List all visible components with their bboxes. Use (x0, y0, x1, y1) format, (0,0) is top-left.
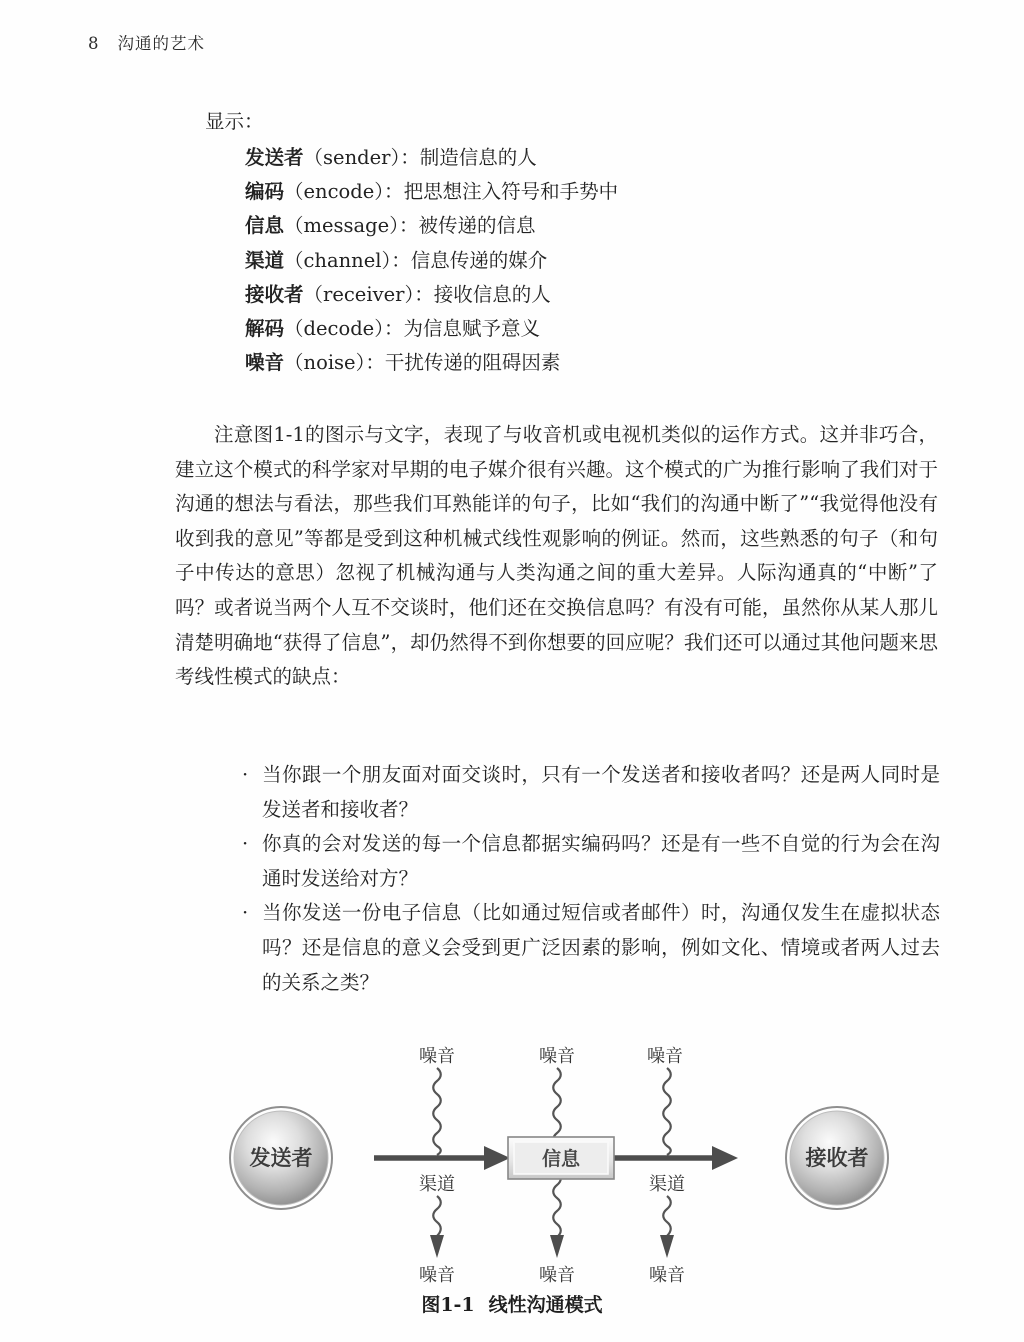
flow-arrow-right-head (712, 1146, 738, 1170)
bullet-icon: · (242, 763, 249, 786)
definition-item (245, 312, 618, 346)
definition-desc: 把思想注入符号和手势中 (403, 180, 619, 204)
body-paragraph: 注意图1-1的图示与文字，表现了与收音机或电视机类似的运作方式。这并非巧合，建立这个模式的科学家对早期的电子媒介很有兴趣。这个模式的广为推行影响了我们对于沟通的想法与看法，那些我们耳熟能详的句子，比如“我们的沟通中断了”“我觉得他没有收到我的意见”等都是受到这种机械式线性观影响的例证。然而，这些熟悉的句子（和句子中传达的意思）忽视了机械沟通与人类沟通之间的重大差异。人际沟通真的“中断”了吗？或者说当两个人互不交谈时，他们还在交换信息吗？有没有可能，虽然你从某人那儿清楚明确地“获得了信息”，却仍然得不到你想要的回应呢？我们还可以通过其他问题来思考线性模式的缺点： (175, 423, 938, 689)
linear-model-figure (0, 1040, 1024, 1290)
noise-label-bottom-left: 噪音 (419, 1265, 455, 1286)
definition-term: 解码 (245, 317, 285, 341)
noise-wave-left-top (433, 1068, 441, 1155)
noise-wave-left-bottom (433, 1196, 441, 1236)
definition-desc: 为信息赋予意义 (403, 317, 540, 341)
definition-term: 编码 (245, 180, 285, 204)
definition-english: （decode）： (284, 317, 404, 341)
bullet-icon: · (242, 832, 249, 856)
list-item (240, 758, 940, 827)
noise-label-bottom-right: 噪音 (649, 1265, 685, 1286)
definitions-list (245, 141, 618, 380)
display-label: 显示： (205, 110, 264, 133)
definition-term: 信息 (245, 214, 285, 238)
definition-term: 噪音 (245, 351, 285, 375)
definition-english: （receiver）： (303, 282, 434, 306)
noise-wave-right-bottom (663, 1196, 671, 1236)
noise-label-top-left: 噪音 (419, 1046, 455, 1067)
running-head (88, 30, 205, 54)
definition-item (245, 346, 618, 380)
definition-english: （encode）： (284, 180, 404, 204)
channel-label-right: 渠道 (649, 1174, 685, 1195)
definition-item (245, 209, 618, 243)
definition-item (245, 141, 618, 175)
noise-arrow-head-left (430, 1235, 444, 1258)
list-item (240, 827, 940, 896)
figure-caption-number: 图1-1 (421, 1294, 475, 1316)
definition-english: （channel）： (284, 248, 411, 272)
definition-term: 渠道 (245, 248, 285, 272)
definition-desc: 制造信息的人 (419, 146, 537, 169)
definition-desc: 接收信息的人 (433, 282, 551, 306)
figure-caption (0, 1290, 1024, 1317)
definition-item (245, 278, 618, 312)
sender-label: 发送者 (249, 1145, 313, 1170)
definition-term: 发送者 (245, 146, 304, 169)
bullet-text: 你真的会对发送的每一个信息都据实编码吗？还是有一些不自觉的行为会在沟通时发送给对方？ (262, 832, 940, 890)
definition-english: （sender）： (303, 146, 420, 169)
channel-label-left: 渠道 (419, 1174, 455, 1195)
flow-arrow-left-head (484, 1146, 510, 1170)
receiver-label: 接收者 (805, 1145, 869, 1170)
running-title: 沟通的艺术 (117, 34, 205, 53)
bullet-icon: · (242, 901, 249, 925)
definition-item (245, 175, 618, 209)
noise-label-top-right: 噪音 (647, 1046, 683, 1067)
definition-item (245, 244, 618, 278)
page-number: 8 (88, 34, 100, 53)
noise-wave-right-top (663, 1068, 671, 1155)
figure-caption-title: 线性沟通模式 (488, 1294, 603, 1316)
figure-canvas (0, 1040, 1024, 1290)
definition-desc: 信息传递的媒介 (410, 248, 548, 272)
noise-label-bottom-middle: 噪音 (539, 1265, 575, 1286)
noise-arrow-head-right (660, 1235, 674, 1258)
bullet-text: 当你跟一个朋友面对面交谈时，只有一个发送者和接收者吗？还是两人同时是发送者和接收者？ (262, 763, 940, 821)
definition-desc: 被传递的信息 (418, 214, 536, 238)
question-list (240, 758, 940, 1000)
definition-desc: 干扰传递的阻碍因素 (384, 351, 561, 375)
message-label: 信息 (541, 1148, 581, 1170)
noise-arrow-head-middle (550, 1235, 564, 1258)
definition-english: （noise）： (284, 351, 385, 375)
definition-term: 接收者 (245, 282, 304, 306)
noise-label-top-middle: 噪音 (539, 1046, 575, 1067)
bullet-text: 当你发送一份电子信息（比如通过短信或者邮件）时，沟通仅发生在虚拟状态吗？还是信息的意义会受到更广泛因素的影响，例如文化、情境或者两人过去的关系之类？ (262, 901, 940, 994)
list-item (240, 896, 940, 1000)
definition-english: （message）： (284, 214, 419, 238)
